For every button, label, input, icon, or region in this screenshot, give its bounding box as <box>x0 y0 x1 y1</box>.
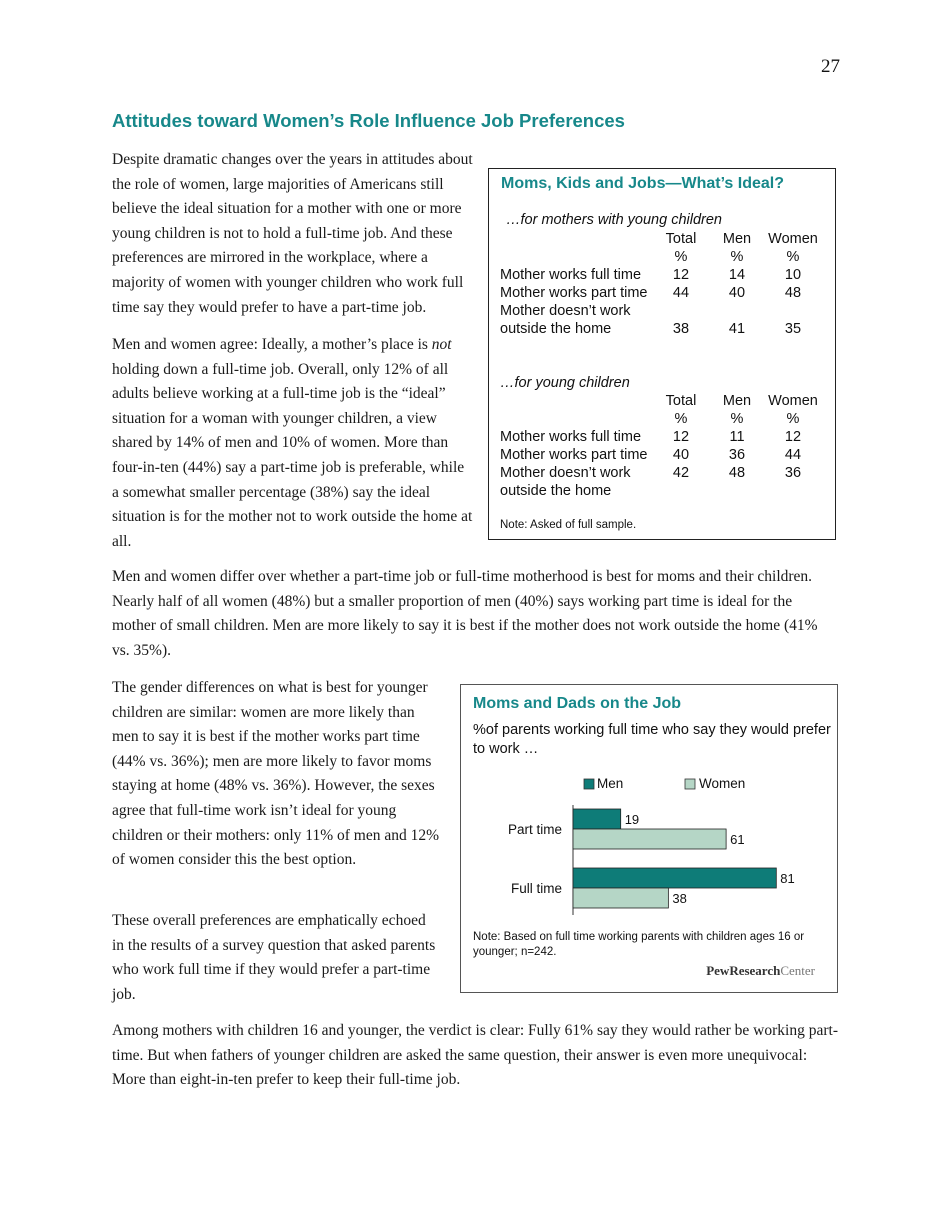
chart-title: Moms and Dads on the Job <box>473 695 682 712</box>
row-value: 44 <box>784 447 802 463</box>
paragraph-5: These overall preferences are emphatically echoed in the results of a survey question that asked parents who work full time if they would prefer a part-time job. <box>112 912 436 1003</box>
paragraph-2 <box>112 333 474 554</box>
row-label-cont: outside the home <box>500 483 612 499</box>
paragraph-6: Among mothers with children 16 and younger, the verdict is clear: Fully 61% say they would rather be working part-time. But when fathers of younger children are asked the same question, their answer is even more unequivocal: More than eight-in-ten prefer to keep their full-time job. <box>112 1022 838 1089</box>
row-value: 40 <box>728 285 746 301</box>
paragraph-4: The gender differences on what is best for younger children are similar: women are more likely than men to say it is best if the mother works part time (44% vs. 36%); men are more likely to favor moms staying at home (48% vs. 36%). However, the sexes agree that full-time work isn’t ideal for young children or their mothers: only 11% of men and 12% of women consider this the best option. <box>112 679 439 869</box>
pew-research-logo <box>706 963 815 979</box>
section-2-subtitle: …for young children <box>500 375 630 391</box>
page-number: 27 <box>821 56 840 77</box>
category-label-full-time: Full time <box>510 881 562 896</box>
row-value: 11 <box>729 429 745 445</box>
row-value: 44 <box>672 285 690 301</box>
row-value: 10 <box>784 267 802 283</box>
data-label-women-part-time: 61 <box>730 832 745 847</box>
col-header-total: Total <box>665 231 697 247</box>
row-value: 36 <box>784 465 802 481</box>
table-title: Moms, Kids and Jobs—What’s Ideal? <box>501 175 784 192</box>
bar-chart <box>461 767 837 927</box>
col-header-total: Total <box>665 393 697 409</box>
section-heading: Attitudes toward Women’s Role Influence Job Preferences <box>112 110 625 131</box>
section-1-subtitle: …for mothers with young children <box>506 212 722 228</box>
legend-label-men: Men <box>597 776 624 791</box>
row-value: 41 <box>728 321 746 337</box>
paragraph-2-end: holding down a full-time job. Overall, only 12% of all adults believe working at a full-time job is the “ideal” situation for a woman with younger children, a view shared by 14% of men and 10% of women. More than four-in-ten (44%) say a part-time job is preferable, while a somewhat smaller percentage (38%) say the ideal situation is for the mother not to work outside the home at all. <box>112 360 473 550</box>
ideal-situation-table-box <box>488 168 836 540</box>
brand-light: Center <box>780 963 815 978</box>
col-header-men: Men <box>722 393 752 409</box>
row-value: 14 <box>728 267 746 283</box>
row-value: 40 <box>672 447 690 463</box>
row-value: 12 <box>672 429 690 445</box>
pct-men: % <box>730 249 744 265</box>
brand-bold: PewResearch <box>706 963 781 978</box>
row-value: 48 <box>728 465 746 481</box>
pct-men: % <box>730 411 744 427</box>
chart-subtitle: %of parents working full time who say they would prefer to work … <box>473 722 831 757</box>
moms-dads-chart-box <box>460 684 838 993</box>
row-label: Mother doesn’t work <box>500 465 631 481</box>
paragraph-2-emphasis: not <box>431 336 452 353</box>
data-label-men-part-time: 19 <box>624 812 640 827</box>
row-value: 42 <box>672 465 690 481</box>
row-label: Mother works part time <box>500 447 648 463</box>
chart-note: Note: Based on full time working parents with children ages 16 or younger; n=242. <box>473 931 805 958</box>
row-value: 38 <box>672 321 690 337</box>
row-label-cont: outside the home <box>500 321 612 337</box>
row-value: 36 <box>728 447 746 463</box>
bar-women-part-time <box>573 829 726 849</box>
pct-total: % <box>674 411 688 427</box>
row-label: Mother works full time <box>500 267 642 283</box>
row-value: 48 <box>784 285 802 301</box>
pct-total: % <box>674 249 688 265</box>
data-label-men-full-time: 81 <box>780 871 795 886</box>
col-header-men: Men <box>722 231 752 247</box>
pct-women: % <box>786 249 800 265</box>
data-label-women-full-time: 38 <box>672 891 687 906</box>
row-label: Mother works part time <box>500 285 648 301</box>
bar-men-full-time <box>573 868 776 888</box>
col-header-women: Women <box>768 231 818 247</box>
category-label-part-time: Part time <box>507 822 562 837</box>
row-value: 35 <box>784 321 802 337</box>
bar-men-part-time <box>573 809 621 829</box>
paragraph-2-start: Men and women agree: Ideally, a mother’s place is <box>112 336 432 353</box>
row-label: Mother works full time <box>500 429 642 445</box>
row-value: 12 <box>672 267 690 283</box>
row-value: 12 <box>784 429 802 445</box>
legend-label-women: Women <box>699 776 746 791</box>
col-header-women: Women <box>768 393 818 409</box>
row-label: Mother doesn’t work <box>500 303 631 319</box>
legend-swatch-men <box>584 779 594 789</box>
table-note: Note: Asked of full sample. <box>500 519 637 531</box>
paragraph-1: Despite dramatic changes over the years in attitudes about the role of women, large majorities of Americans still believe the ideal situation for a mother with one or more young children is not to hold a full-time job. And these preferences are mirrored in the workplace, where a majority of women with younger children who work full time say they would prefer to have a part-time job. <box>112 151 473 316</box>
pct-women: % <box>786 411 800 427</box>
legend-swatch-women <box>685 779 695 789</box>
bar-women-full-time <box>573 888 668 908</box>
paragraph-3: Men and women differ over whether a part-time job or full-time motherhood is best for moms and their children. Nearly half of all women (48%) but a smaller proportion of men (40%) says working part time is ideal for the mother of small children. Men are more likely to say it is best if the mother does not work outside the home (41% vs. 35%). <box>112 568 818 659</box>
